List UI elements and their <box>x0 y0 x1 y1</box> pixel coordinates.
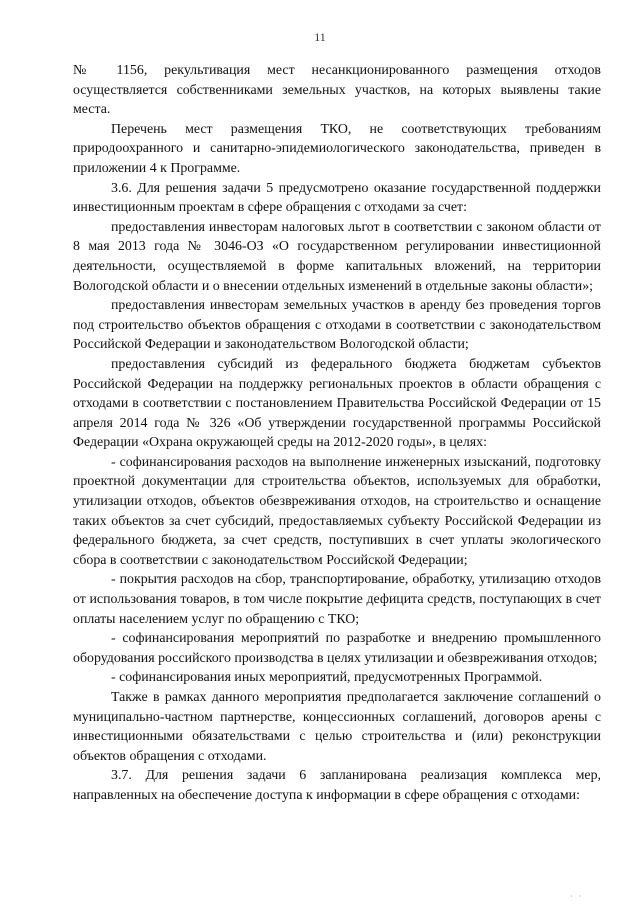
paragraph-2: Перечень мест размещения ТКО, не соответствующих требованиям природоохранного и санитарно-эпидемиологического законодательства, приведен в приложении 4 к Программе. <box>73 121 601 176</box>
document-body <box>73 61 601 806</box>
paragraph-1: № 1156, рекультивация мест несанкционированного размещения отходов осуществляется собственниками земельных участков, на которых выявлены такие места. <box>73 63 601 118</box>
paragraph-5: предоставления инвесторам земельных участков в аренду без проведения торгов под строительство объектов обращения с отходами в соответствии с законодательством Российской Федерации и законодательством Вологодской области; <box>73 298 601 353</box>
paragraph-7: - софинансирования расходов на выполнение инженерных изысканий, подготовку проектной документации для строительства объектов, используемых для обработки, утилизации отходов, объектов обезвреживания отходов, на строительство и оснащение таких объектов за счет субсидий, предоставляемых субъекту Российской Федерации из федерального бюджета, за счет средств, поступивших в счет уплаты экологического сбора в соответствии с законодательством Российской Федерации; <box>73 454 601 568</box>
paragraph-9: - софинансирования мероприятий по разработке и внедрению промышленного оборудования российского производства в целях утилизации и обезвреживания отходов; <box>73 631 601 666</box>
paragraph-12: 3.7. Для решения задачи 6 запланирована реализация комплекса мер, направленных на обеспечение доступа к информации в сфере обращения с отходами: <box>73 768 601 803</box>
paragraph-10: - софинансирования иных мероприятий, предусмотренных Программой. <box>111 670 543 686</box>
paragraph-8: - покрытия расходов на сбор, транспортирование, обработку, утилизацию отходов от использования товаров, в том числе покрытие дефицита средств, поступающих в счет оплаты населением услуг по обращению с ТКО; <box>73 572 601 627</box>
paragraph-11: Также в рамках данного мероприятия предполагается заключение соглашений о муниципально-частном партнерстве, концессионных соглашений, договоров арены с инвестиционными обязательствами с целью строительства и (или) реконструкции объектов обращения с отходами. <box>73 690 601 764</box>
paragraph-4: предоставления инвесторам налоговых льгот в соответствии с законом области от 8 мая 2013 года № 3046-ОЗ «О государственном регулировании инвестиционной деятельности, осуществляемой в форме капитальных вложений, на территории Вологодской области и о внесении отдельных изменений в отдельные законы области»; <box>73 219 601 294</box>
paragraph-3: 3.6. Для решения задачи 5 предусмотрено оказание государственной поддержки инвестиционным проектам в сфере обращения с отходами за счет: <box>73 180 601 216</box>
paragraph-6: предоставления субсидий из федерального бюджета бюджетам субъектов Российской Федерации на поддержку региональных проектов в области обращения с отходами в соответствии с постановлением Правительства Российской Федерации от 15 апреля 2014 года № 326 «Об утверждении государственной программы Российской Федерации «Охрана окружающей среды на 2012-2020 годы», в целях: <box>73 356 601 451</box>
page-number: 11 <box>314 30 326 44</box>
margin-scan-mark: · · <box>570 892 584 901</box>
